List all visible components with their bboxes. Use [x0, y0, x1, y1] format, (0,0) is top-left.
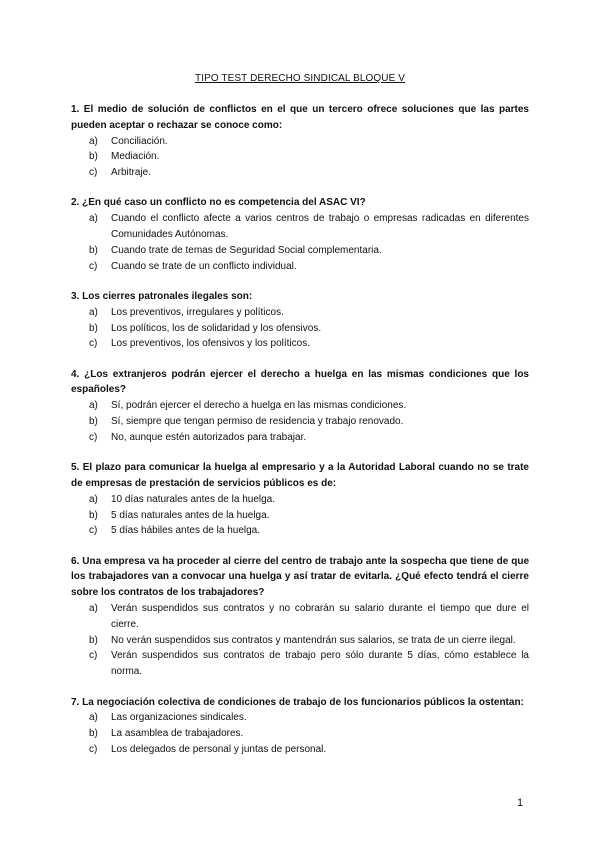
option-letter: c) [89, 650, 98, 662]
option-a [71, 134, 529, 150]
option-letter: a) [89, 306, 98, 318]
option-text: Los políticos, los de solidaridad y los ofensivos. [111, 322, 322, 334]
option-text: 5 días hábiles antes de la huelga. [111, 525, 260, 537]
option-text: Cuando el conflicto afecte a varios centros de trabajo o empresas radicadas en diferentes Comunidades Autónomas. [111, 213, 529, 241]
option-text: Cuando se trate de un conflicto individual. [111, 260, 297, 272]
option-text: Los preventivos, irregulares y políticos. [111, 306, 284, 318]
option-text: Verán suspendidos sus contratos y no cobrarán su salario durante el tiempo que dure el cierre. [111, 603, 529, 630]
option-b [71, 508, 529, 524]
option-letter: b) [89, 416, 98, 428]
option-letter: a) [89, 493, 98, 505]
option-letter: c) [89, 525, 98, 537]
option-letter: c) [89, 431, 98, 443]
option-b [71, 149, 529, 165]
option-c [71, 523, 529, 539]
option-a [71, 211, 529, 243]
option-letter: c) [89, 338, 98, 350]
option-list [71, 601, 529, 680]
option-text: Los preventivos, los ofensivos y los políticos. [111, 338, 310, 350]
question-text: 6. Una empresa va ha proceder al cierre del centro de trabajo ante la sospecha que tiene de que los trabajadores van a convocar una huelga y así tratar de evitarla. ¿Qué efecto tendrá el cierre sobre los contratos de los trabajadores? [71, 555, 529, 599]
option-a [71, 710, 529, 726]
option-list [71, 134, 529, 181]
option-letter: a) [89, 712, 98, 724]
option-letter: b) [89, 244, 98, 256]
question-1 [71, 102, 529, 181]
option-letter: a) [89, 400, 98, 412]
question-text: 7. La negociación colectiva de condiciones de trabajo de los funcionarios públicos la ostentan: [71, 696, 524, 708]
question-7 [71, 695, 529, 758]
option-a [71, 305, 529, 321]
question-text: 4. ¿Los extranjeros podrán ejercer el derecho a huelga en las mismas condiciones que los españoles? [71, 368, 529, 396]
option-list [71, 710, 529, 757]
option-b [71, 321, 529, 337]
option-list [71, 305, 529, 352]
option-text: 5 días naturales antes de la huelga. [111, 509, 270, 521]
option-text: La asamblea de trabajadores. [111, 728, 244, 740]
option-text: Cuando trate de temas de Seguridad Social complementaria. [111, 244, 382, 256]
question-5 [71, 460, 529, 539]
option-b [71, 633, 529, 649]
option-letter: c) [89, 743, 98, 755]
option-b [71, 243, 529, 259]
option-text: Sí, siempre que tengan permiso de residencia y trabajo renovado. [111, 416, 404, 428]
option-text: Arbitraje. [111, 167, 152, 179]
option-text: Sí, podrán ejercer el derecho a huelga en las mismas condiciones. [111, 400, 407, 412]
question-2 [71, 195, 529, 274]
option-letter: a) [89, 603, 98, 615]
option-letter: c) [89, 167, 98, 179]
option-text: 10 días naturales antes de la huelga. [111, 493, 276, 505]
option-text: Verán suspendidos sus contratos de trabajo pero sólo durante 5 días, cómo establece la norma. [111, 650, 529, 678]
option-a [71, 398, 529, 414]
option-letter: b) [89, 728, 98, 740]
option-letter: c) [89, 260, 98, 272]
document-title: TIPO TEST DERECHO SINDICAL BLOQUE V [194, 73, 406, 84]
option-b [71, 414, 529, 430]
option-text: No verán suspendidos sus contratos y mantendrán sus salarios, se trata de un cierre ilegal. [111, 634, 516, 646]
question-text: 5. El plazo para comunicar la huelga al empresario y a la Autoridad Laboral cuando no se trate de empresas de prestación de servicios públicos es de: [71, 462, 529, 489]
option-letter: b) [89, 151, 98, 163]
option-list [71, 211, 529, 274]
option-c [71, 742, 529, 758]
option-text: Mediación. [111, 151, 160, 163]
page-number: 1 [517, 797, 524, 809]
question-6 [71, 554, 529, 680]
question-4 [71, 367, 529, 446]
option-list [71, 492, 529, 539]
option-b [71, 726, 529, 742]
question-list [71, 102, 529, 772]
option-letter: b) [89, 509, 98, 521]
option-letter: a) [89, 213, 98, 225]
option-letter: a) [89, 135, 98, 147]
option-text: Los delegados de personal y juntas de personal. [111, 743, 327, 755]
option-c [71, 648, 529, 680]
option-a [71, 492, 529, 508]
option-c [71, 259, 529, 275]
option-text: Conciliación. [111, 135, 168, 147]
option-c [71, 430, 529, 446]
option-list [71, 398, 529, 445]
option-letter: b) [89, 634, 98, 646]
option-c [71, 336, 529, 352]
question-text: 1. El medio de solución de conflictos en el que un tercero ofrece soluciones que las partes pueden aceptar o rechazar se conoce como: [71, 104, 529, 131]
option-c [71, 165, 529, 181]
question-text: 3. Los cierres patronales ilegales son: [71, 290, 253, 302]
option-letter: b) [89, 322, 98, 334]
option-text: No, aunque estén autorizados para trabajar. [111, 431, 307, 443]
question-text: 2. ¿En qué caso un conflicto no es competencia del ASAC VI? [71, 197, 366, 209]
question-3 [71, 289, 529, 352]
option-text: Las organizaciones sindicales. [111, 712, 247, 724]
option-a [71, 601, 529, 633]
